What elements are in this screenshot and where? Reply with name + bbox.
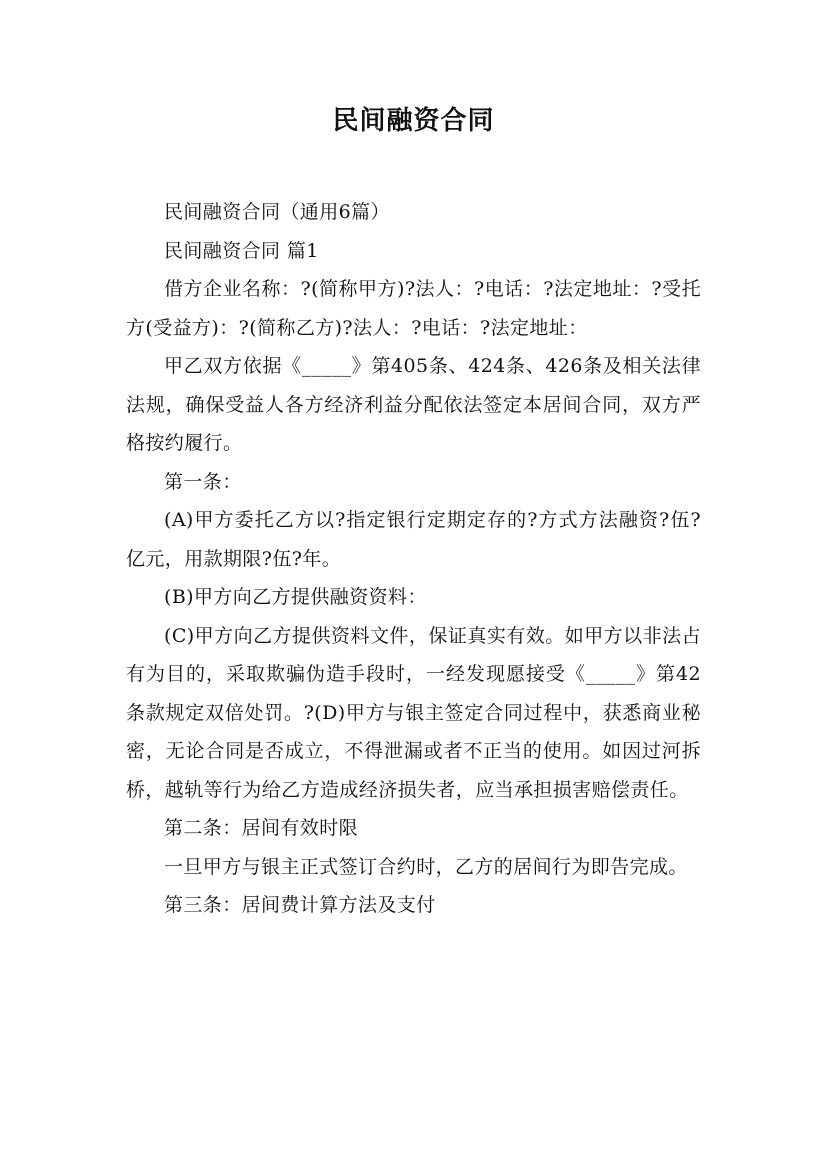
clause-2-text: 一旦甲方与银主正式签订合约时，乙方的居间行为即告完成。 xyxy=(164,855,688,878)
paragraph-legal-basis: 甲乙双方依据《_____》第405条、424条、426条及相关法律法规，确保受益人各方经济利益分配依法签定本居间合同，双方严格按约履行。 xyxy=(126,355,701,454)
document-body xyxy=(126,193,701,925)
clause-1-item-b: (B)甲方向乙方提供融资资料： xyxy=(164,586,427,608)
paragraph-parties: 借方企业名称：?(简称甲方)?法人：?电话：?法定地址：?受托方(受益方)：?(简称乙方)?法人：?电话：?法定地址： xyxy=(126,278,701,339)
document-title: 民间融资合同 xyxy=(332,106,495,136)
paragraph-heading-article-1: 民间融资合同 篇1 xyxy=(164,239,319,262)
clause-1-item-c-d: (C)甲方向乙方提供资料文件，保证真实有效。如甲方以非法占有为目的，采取欺骗伪造手段时，一经发现愿接受《_____》第42条款规定双倍处罚。?(D)甲方与银主签定合同过程中，获悉商业秘密，无论合同是否成立，不得泄漏或者不正当的使用。如因过河拆桥，越轨等行为给乙方造成经济损失者，应当承担损害赔偿责任。 xyxy=(126,624,701,801)
clause-3-heading: 第三条：居间费计算方法及支付 xyxy=(164,894,436,916)
clause-1-heading: 第一条： xyxy=(164,470,242,493)
paragraph-heading-collection: 民间融资合同（通用6篇） xyxy=(164,201,390,223)
clause-1-item-a: (A)甲方委托乙方以?指定银行定期定存的?方式方法融资?伍?亿元，用款期限?伍?年。 xyxy=(126,509,701,570)
clause-2-heading: 第二条：居间有效时限 xyxy=(164,817,359,839)
